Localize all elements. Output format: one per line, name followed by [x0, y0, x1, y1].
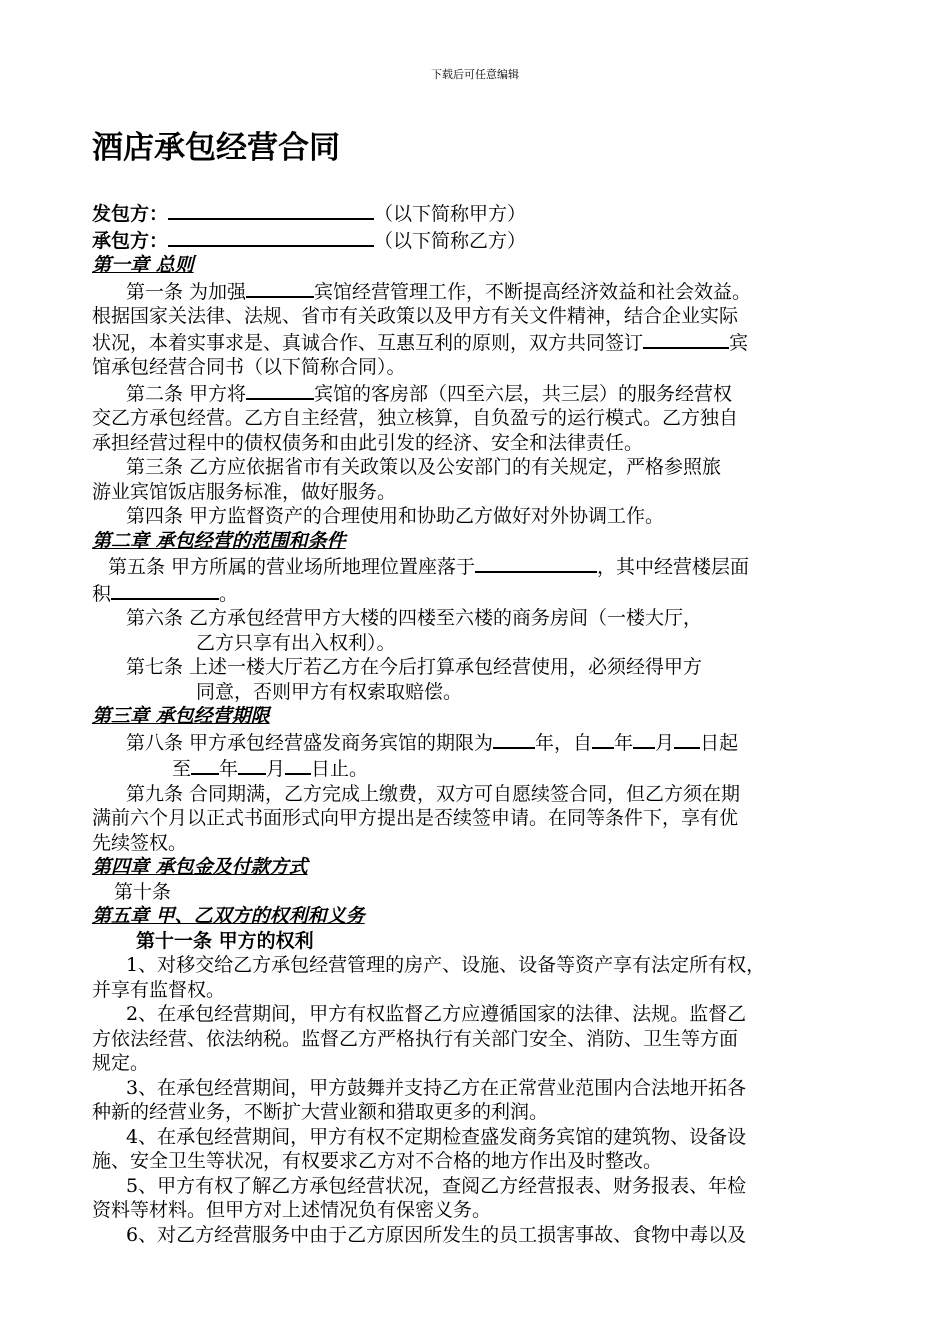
- article-2-line-3: 承担经营过程中的债权债务和由此引发的经济、安全和法律责任。: [92, 431, 644, 454]
- location-blank: [475, 553, 597, 573]
- item-1-line-2: 并享有监督权。: [92, 978, 226, 1001]
- article-9-line-3: 先续签权。: [92, 831, 188, 854]
- party-b-note: （以下简称乙方）: [374, 229, 527, 252]
- article-2-text: 第二条 甲方将: [126, 382, 247, 405]
- chapter-2-heading: 第二章 承包经营的范围和条件: [92, 529, 346, 552]
- document-title: 酒店承包经营合同: [92, 130, 340, 166]
- article-4-line-1: 第四条 甲方监督资产的合理使用和协助乙方做好对外协调工作。: [126, 505, 665, 527]
- end-month-blank: [238, 755, 266, 775]
- article-1-text: 状况，本着实事求是、真诚合作、互惠互利的原则，双方共同签订: [92, 331, 644, 354]
- article-1-line-3: [92, 329, 872, 356]
- chapter-1-heading: 第一章 总则: [92, 254, 194, 276]
- hotel-name-blank: [643, 329, 729, 349]
- article-2-line-2: 交乙方承包经营。乙方自主经营，独立核算，自负盈亏的运行模式。乙方独自: [92, 407, 739, 429]
- party-b-line: [92, 227, 872, 254]
- item-2-line-2: 方依法经营、依法纳税。监督乙方严格执行有关部门安全、消防、卫生等方面: [92, 1027, 739, 1050]
- item-3-line-2: 种新的经营业务，不断扩大营业额和猎取更多的利润。: [92, 1101, 549, 1123]
- item-2-line-3: 规定。: [92, 1052, 150, 1074]
- article-8-line-1: [92, 729, 872, 756]
- item-4-line-1: 4、在承包经营期间，甲方有权不定期检查盛发商务宾馆的建筑物、设备设: [126, 1125, 747, 1148]
- article-8-text: 日止。: [311, 758, 369, 780]
- article-5-text: 积: [92, 582, 112, 605]
- party-a-label: 发包方：: [92, 203, 169, 225]
- document-body: [92, 126, 872, 1247]
- party-a-line: [92, 200, 872, 227]
- party-b-blank: [168, 227, 374, 247]
- article-8-text: 年: [219, 758, 239, 780]
- article-3-line-2: 游业宾馆饭店服务标准，做好服务。: [92, 480, 397, 503]
- article-2-line-1: [92, 380, 872, 407]
- article-1-line-1: [92, 278, 872, 305]
- article-8-text: 年，自: [535, 731, 593, 754]
- area-blank: [111, 580, 219, 600]
- article-1-line-2: 根据国家关法律、法规、省市有关政策以及甲方有关文件精神，结合企业实际: [92, 305, 739, 327]
- item-5-line-1: 5、甲方有权了解乙方承包经营状况，查阅乙方经营报表、财务报表、年检: [126, 1174, 747, 1197]
- article-8-text: 第八条 甲方承包经营盛发商务宾馆的期限为: [126, 731, 494, 754]
- article-8-text: 日起: [700, 731, 739, 754]
- article-8-line-2: [92, 755, 872, 782]
- article-9-line-1: 第九条 合同期满，乙方完成上缴费，双方可自愿续签合同，但乙方须在期: [126, 782, 741, 805]
- page-header: 下载后可任意编辑: [431, 68, 519, 81]
- article-5-line-1: [92, 553, 872, 580]
- item-2-line-1: 2、在承包经营期间，甲方有权监督乙方应遵循国家的法律、法规。监督乙: [126, 1003, 747, 1025]
- article-2-text: 宾馆的客房部（四至六层，共三层）的服务经营权: [314, 382, 733, 405]
- start-day-blank: [674, 729, 700, 749]
- hotel-name-blank: [246, 380, 314, 400]
- chapter-4-heading: 第四章 承包金及付款方式: [92, 856, 308, 878]
- item-1-line-1: 1、对移交给乙方承包经营管理的房产、设施、设备等资产享有法定所有权，: [126, 954, 766, 976]
- article-1-text: 宾: [729, 331, 749, 354]
- article-5-line-2: [92, 580, 872, 607]
- article-8-text: 月: [655, 731, 675, 754]
- end-day-blank: [285, 755, 311, 775]
- party-a-blank: [168, 200, 374, 220]
- article-8-text: 月: [266, 758, 286, 780]
- end-year-blank: [191, 755, 219, 775]
- chapter-3-heading: 第三章 承包经营期限: [92, 705, 270, 727]
- article-8-text: 至: [172, 758, 192, 780]
- article-3-line-1: 第三条 乙方应依据省市有关政策以及公安部门的有关规定，严格参照旅: [126, 456, 722, 478]
- hotel-name-blank: [246, 278, 314, 298]
- start-month-blank: [633, 729, 655, 749]
- article-1-text: 宾馆经营管理工作，不断提高经济效益和社会效益。: [314, 280, 752, 303]
- article-5-text: 第五条 甲方所属的营业场所地理位置座落于: [108, 556, 476, 578]
- item-3-line-1: 3、在承包经营期间，甲方鼓舞并支持乙方在正常营业范围内合法地开拓各: [126, 1076, 747, 1099]
- article-6-line-1: 第六条 乙方承包经营甲方大楼的四楼至六楼的商务房间（一楼大厅，: [126, 607, 703, 629]
- item-6-line-1: 6、对乙方经营服务中由于乙方原因所发生的员工损害事故、食物中毒以及: [126, 1223, 747, 1246]
- article-1-line-4: 馆承包经营合同书（以下简称合同）。: [92, 356, 406, 378]
- years-blank: [493, 729, 535, 749]
- article-8-text: 年: [614, 731, 634, 754]
- chapter-5-heading: 第五章 甲、乙双方的权利和义务: [92, 905, 365, 927]
- article-11-heading: 第十一条 甲方的权利: [136, 929, 314, 952]
- item-4-line-2: 施、安全卫生等状况，有权要求乙方对不合格的地方作出及时整改。: [92, 1150, 663, 1172]
- article-7-line-2: 同意，否则甲方有权索取赔偿。: [196, 680, 463, 703]
- start-year-blank: [592, 729, 614, 749]
- article-5-text: ，其中经营楼层面: [597, 556, 750, 578]
- article-6-line-2: 乙方只享有出入权利）。: [196, 631, 396, 654]
- article-10-line-1: 第十条: [114, 880, 172, 903]
- article-5-text: 。: [219, 582, 239, 605]
- party-a-note: （以下简称甲方）: [374, 203, 527, 225]
- article-1-text: 第一条 为加强: [126, 280, 247, 303]
- item-5-line-2: 资料等材料。但甲方对上述情况负有保密义务。: [92, 1199, 492, 1221]
- article-7-line-1: 第七条 上述一楼大厅若乙方在今后打算承包经营使用，必须经得甲方: [126, 656, 703, 678]
- party-b-label: 承包方：: [92, 229, 169, 252]
- article-9-line-2: 满前六个月以正式书面形式向甲方提出是否续签申请。在同等条件下，享有优: [92, 807, 739, 829]
